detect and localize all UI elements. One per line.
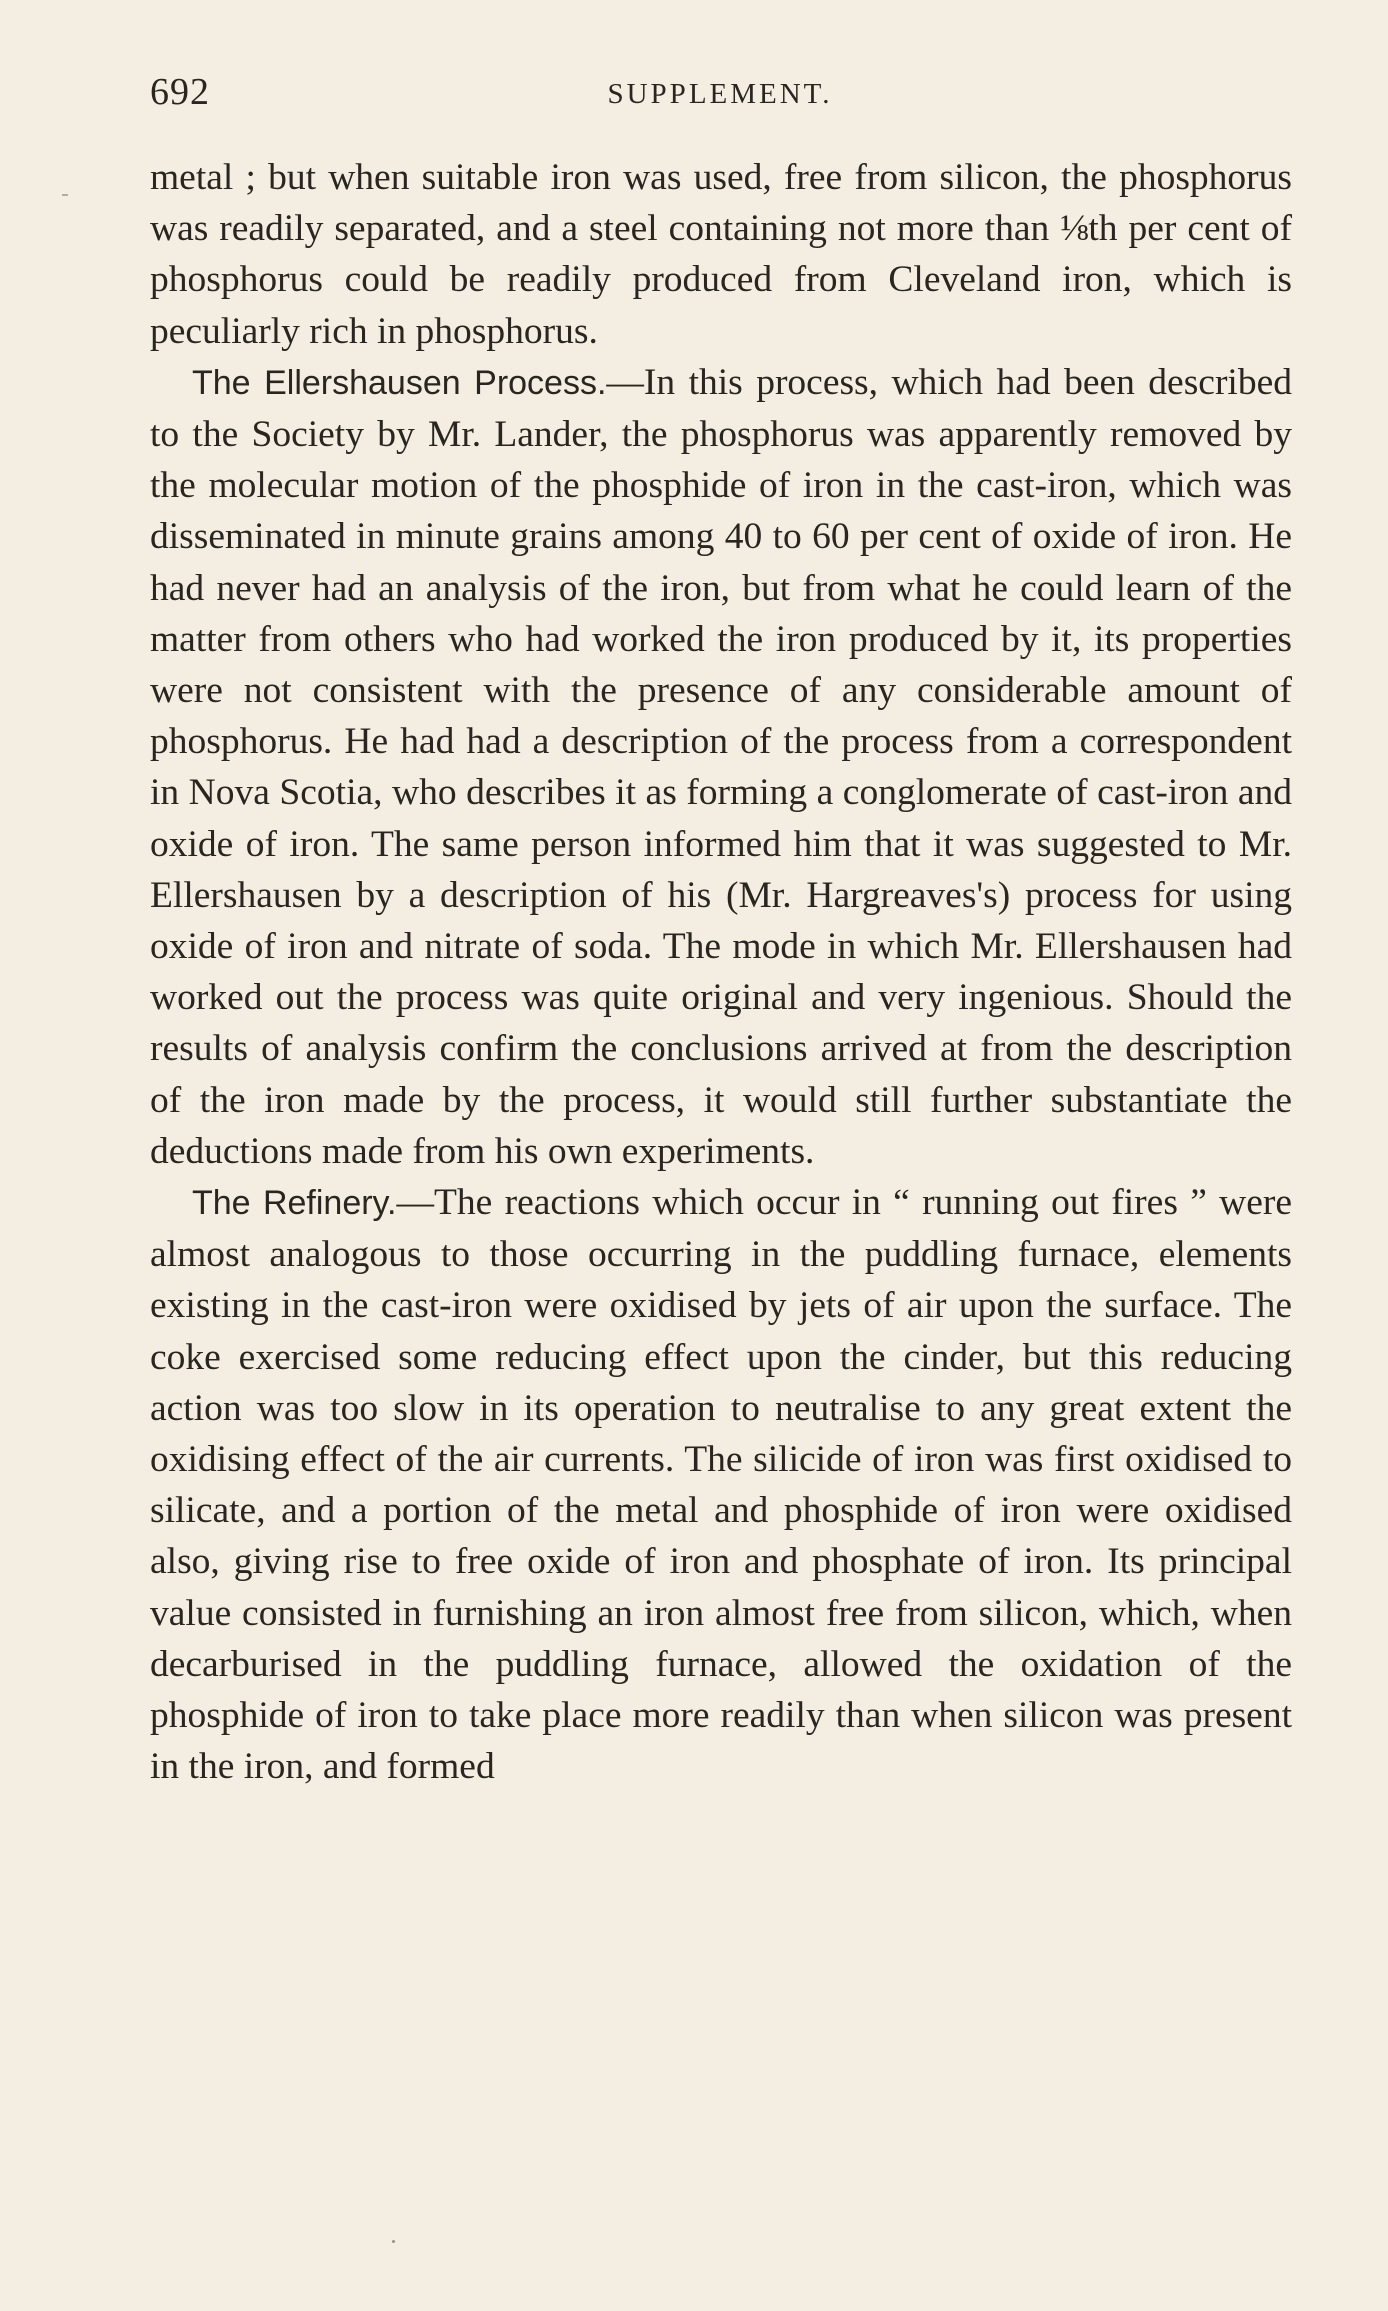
running-head: SUPPLEMENT.: [607, 78, 833, 110]
page-number: 692: [150, 71, 210, 113]
section-heading: The Ellershausen Process.: [192, 363, 607, 402]
paragraph-ellershausen-process: [150, 357, 1292, 1177]
section-heading: The Refinery.: [192, 1184, 397, 1223]
paragraph-continuation: [150, 152, 1292, 357]
page-header: [150, 70, 1290, 120]
paragraph-refinery: [150, 1177, 1292, 1792]
paragraph-text: —The reactions which occur in “ running out fires ” were almost analogous to those occurring in the puddling furnace, elements existing in the cast-iron were oxidised by jets of air upon the surface. The coke exercised some reducing effect upon the cinder, but this reducing action was too slow in its operation to neutralise to any great extent the oxidising effect of the air currents. The silicide of iron was first oxidised to silicate, and a portion of the metal and phosphide of iron were oxidised also, giving rise to free oxide of iron and phosphate of iron. Its principal value consisted in furnishing an iron almost free from silicon, which, when decarburised in the puddling furnace, allowed the oxidation of the phosphide of iron to take place more readily than when silicon was present in the iron, and formed: [150, 1182, 1292, 1788]
stray-mark: [392, 2240, 395, 2243]
margin-mark: [62, 194, 68, 196]
paragraph-text: —In this process, which had been described to the Society by Mr. Lander, the phosphorus was apparently removed by the molecular motion of the phosphide of iron in the cast-iron, which was disseminated in minute grains among 40 to 60 per cent of oxide of iron. He had never had an analysis of the iron, but from what he could learn of the matter from others who had worked the iron produced by it, its properties were not consistent with the presence of any considerable amount of phosphorus. He had had a description of the process from a correspondent in Nova Scotia, who describes it as forming a conglomerate of cast-iron and oxide of iron. The same person informed him that it was suggested to Mr. Ellershausen by a description of his (Mr. Hargreaves's) process for using oxide of iron and nitrate of soda. The mode in which Mr. Ellershausen had worked out the process was quite original and very ingenious. Should the results of analysis confirm the conclusions arrived at from the description of the iron made by the process, it would still further substantiate the deductions made from his own experiments.: [150, 361, 1292, 1172]
paragraph-text: metal ; but when suitable iron was used, free from silicon, the phosphorus was readily separated, and a steel containing not more than ⅛th per cent of phosphorus could be readily produced from Cleveland iron, which is peculiarly rich in phosphorus.: [150, 157, 1292, 352]
body-text: [150, 152, 1292, 1793]
